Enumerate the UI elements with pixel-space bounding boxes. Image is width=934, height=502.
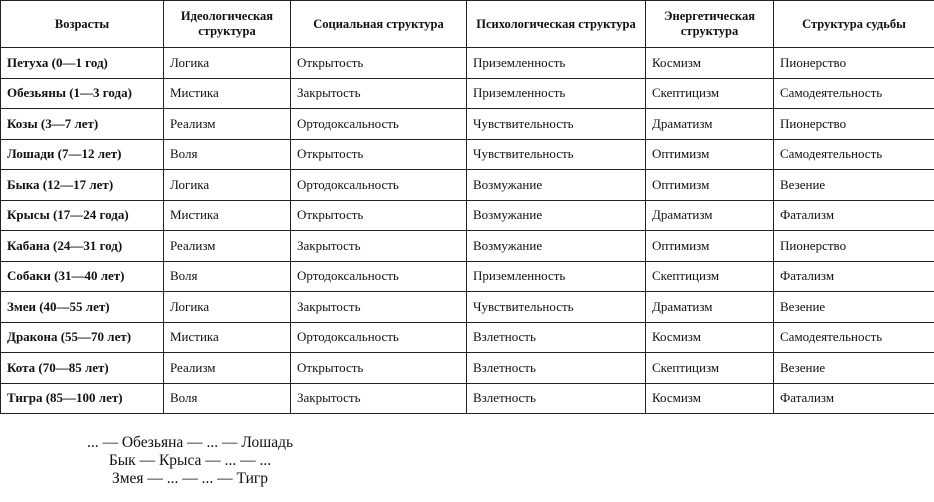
age-cell: Лошади (7—12 лет) xyxy=(1,139,164,170)
table-cell: Приземленность xyxy=(467,261,646,292)
verse-block xyxy=(0,434,380,488)
table-cell: Ортодоксальность xyxy=(291,170,467,201)
table-cell: Чувствительность xyxy=(467,109,646,140)
table-cell: Драматизм xyxy=(646,109,774,140)
table-cell: Реализм xyxy=(164,231,291,262)
table-cell: Приземленность xyxy=(467,78,646,109)
table-cell: Открытость xyxy=(291,48,467,79)
age-cell: Тигра (85—100 лет) xyxy=(1,383,164,414)
table-cell: Чувствительность xyxy=(467,139,646,170)
table-cell: Оптимизм xyxy=(646,170,774,201)
table-cell: Закрытость xyxy=(291,231,467,262)
table-row xyxy=(1,261,934,292)
table-row xyxy=(1,383,934,414)
table-row xyxy=(1,78,934,109)
table-cell: Взлетность xyxy=(467,353,646,384)
table-cell: Космизм xyxy=(646,383,774,414)
table-cell: Пионерство xyxy=(774,48,934,79)
table-row xyxy=(1,231,934,262)
table-cell: Ортодоксальность xyxy=(291,322,467,353)
table-cell: Самодеятельность xyxy=(774,78,934,109)
table-cell: Мистика xyxy=(164,200,291,231)
table-cell: Открытость xyxy=(291,139,467,170)
table-cell: Логика xyxy=(164,48,291,79)
verse-line: ... — Обезьяна — ... — Лошадь xyxy=(86,434,294,451)
table-cell: Приземленность xyxy=(467,48,646,79)
table-cell: Ортодоксальность xyxy=(291,109,467,140)
table-cell: Логика xyxy=(164,292,291,323)
header-ages: Возрасты xyxy=(1,1,164,48)
table-cell: Оптимизм xyxy=(646,139,774,170)
table-row xyxy=(1,353,934,384)
header-energetic: Энергетическая структура xyxy=(646,1,774,48)
age-cell: Крысы (17—24 года) xyxy=(1,200,164,231)
header-fate: Структура судьбы xyxy=(774,1,934,48)
table-cell: Открытость xyxy=(291,353,467,384)
age-cell: Дракона (55—70 лет) xyxy=(1,322,164,353)
table-cell: Самодеятельность xyxy=(774,139,934,170)
table-cell: Мистика xyxy=(164,322,291,353)
table-row xyxy=(1,322,934,353)
table-header-row xyxy=(1,1,934,48)
table-cell: Космизм xyxy=(646,322,774,353)
age-cell: Козы (3—7 лет) xyxy=(1,109,164,140)
table-cell: Воля xyxy=(164,139,291,170)
table-cell: Реализм xyxy=(164,353,291,384)
table-cell: Чувствительность xyxy=(467,292,646,323)
table-cell: Воля xyxy=(164,261,291,292)
table-cell: Самодеятельность xyxy=(774,322,934,353)
table-cell: Космизм xyxy=(646,48,774,79)
table-cell: Открытость xyxy=(291,200,467,231)
header-ideological: Идеологическая структура xyxy=(164,1,291,48)
table-cell: Возмужание xyxy=(467,231,646,262)
age-cell: Кабана (24—31 год) xyxy=(1,231,164,262)
table-cell: Фатализм xyxy=(774,383,934,414)
table-cell: Логика xyxy=(164,170,291,201)
age-cell: Обезьяны (1—3 года) xyxy=(1,78,164,109)
table-cell: Пионерство xyxy=(774,231,934,262)
table-cell: Ортодоксальность xyxy=(291,261,467,292)
table-row xyxy=(1,139,934,170)
verse-line: Бык — Крыса — ... — ... xyxy=(108,452,272,469)
table-cell: Мистика xyxy=(164,78,291,109)
table-cell: Скептицизм xyxy=(646,78,774,109)
table-cell: Воля xyxy=(164,383,291,414)
table-row xyxy=(1,292,934,323)
table-row xyxy=(1,109,934,140)
table-cell: Взлетность xyxy=(467,322,646,353)
table-cell: Драматизм xyxy=(646,292,774,323)
table-cell: Фатализм xyxy=(774,261,934,292)
table-cell: Скептицизм xyxy=(646,261,774,292)
table-row xyxy=(1,200,934,231)
age-cell: Змеи (40—55 лет) xyxy=(1,292,164,323)
table-cell: Оптимизм xyxy=(646,231,774,262)
table-cell: Закрытость xyxy=(291,78,467,109)
header-social: Социальная структура xyxy=(291,1,467,48)
header-psychological: Психологическая структура xyxy=(467,1,646,48)
verse-line: Змея — ... — ... — Тигр xyxy=(111,470,269,487)
table-row xyxy=(1,48,934,79)
table-cell: Фатализм xyxy=(774,200,934,231)
table-cell: Везение xyxy=(774,353,934,384)
table-cell: Реализм xyxy=(164,109,291,140)
table-cell: Скептицизм xyxy=(646,353,774,384)
table-cell: Взлетность xyxy=(467,383,646,414)
table-cell: Закрытость xyxy=(291,383,467,414)
table-cell: Возмужание xyxy=(467,200,646,231)
table-cell: Возмужание xyxy=(467,170,646,201)
age-cell: Быка (12—17 лет) xyxy=(1,170,164,201)
age-cell: Кота (70—85 лет) xyxy=(1,353,164,384)
age-cell: Петуха (0—1 год) xyxy=(1,48,164,79)
table-row xyxy=(1,170,934,201)
table-cell: Закрытость xyxy=(291,292,467,323)
table-cell: Везение xyxy=(774,292,934,323)
table-cell: Пионерство xyxy=(774,109,934,140)
table-cell: Драматизм xyxy=(646,200,774,231)
table-cell: Везение xyxy=(774,170,934,201)
age-cell: Собаки (31—40 лет) xyxy=(1,261,164,292)
